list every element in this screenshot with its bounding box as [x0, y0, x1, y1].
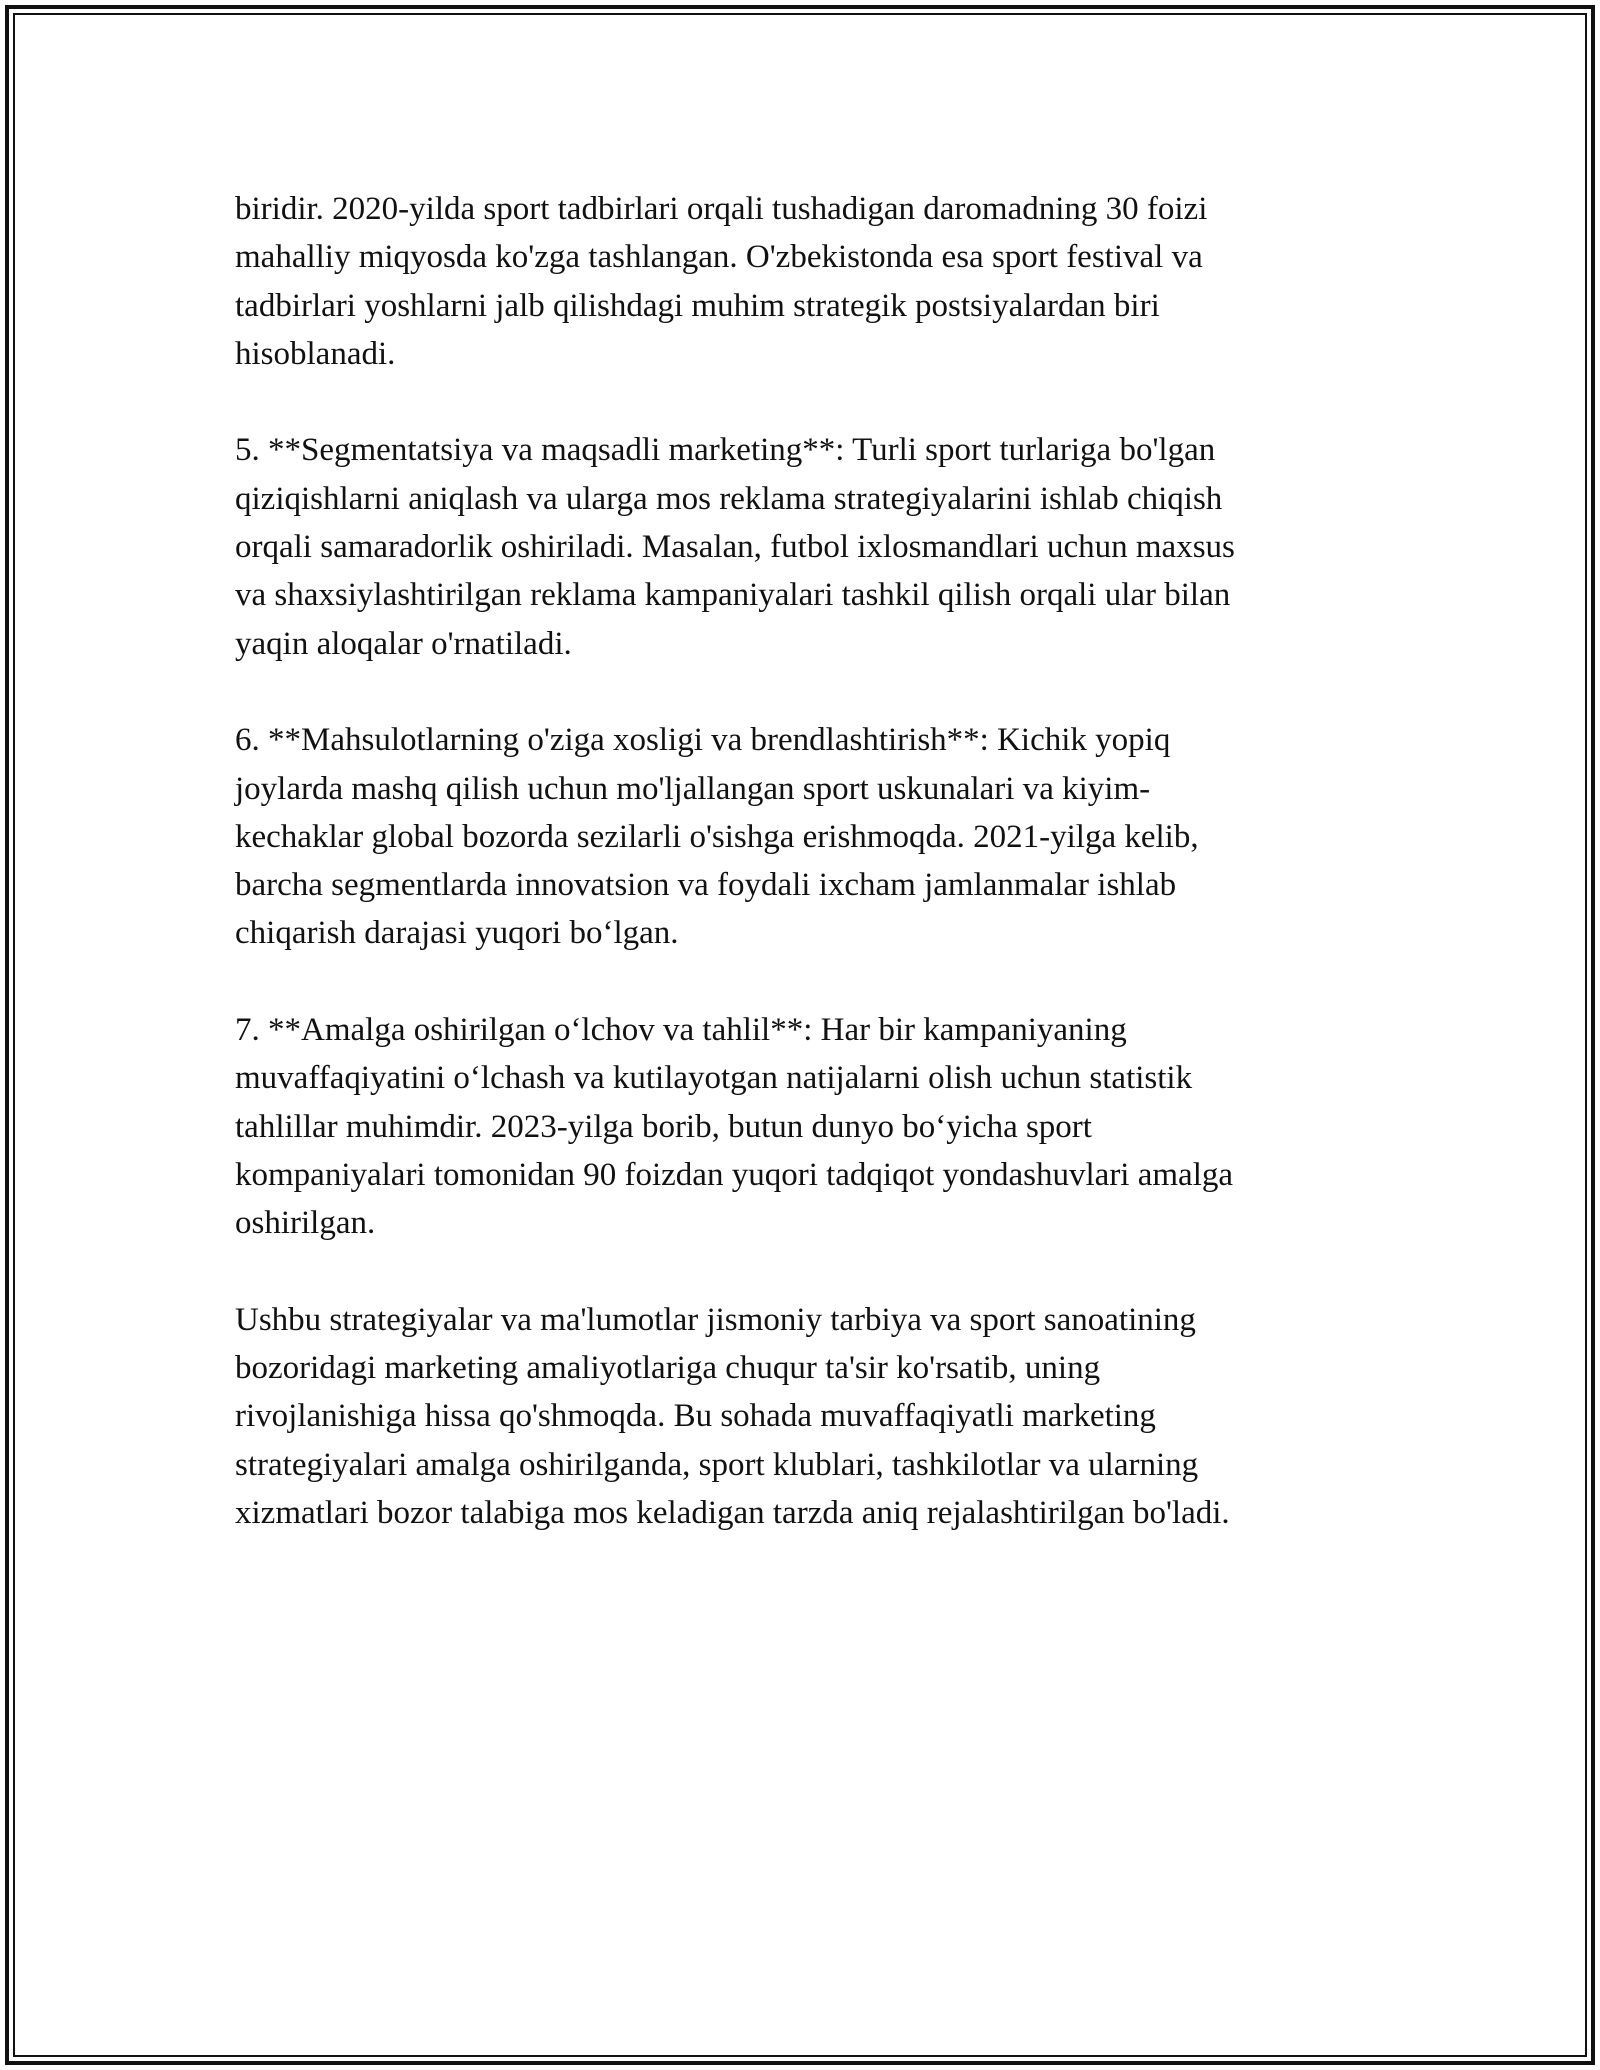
text-line: xizmatlari bozor talabiga mos keladigan tarzda aniq rejalashtirilgan bo'ladi. [235, 1495, 1230, 1532]
text-line: 5. **Segmentatsiya va maqsadli marketing**: Turli sport turlariga bo'lgan [235, 432, 1216, 469]
text-line: strategiyalari amalga oshirilganda, sport klublari, tashkilotlar va ularning [235, 1446, 1199, 1483]
paragraph-intro [235, 185, 1365, 378]
text-line: joylarda mashq qilish uchun mo'ljallangan sport uskunalari va kiyim- [235, 770, 1151, 807]
text-line: 6. **Mahsulotlarning o'ziga xosligi va brendlashtirish**: Kichik yopiq [235, 722, 1171, 759]
text-line: bozoridagi marketing amaliyotlariga chuqur ta'sir ko'rsatib, uning [235, 1350, 1101, 1387]
text-line: muvaffaqiyatini o‘lchash va kutilayotgan natijalarni olish uchun statistik [235, 1060, 1193, 1097]
text-line: barcha segmentlarda innovatsion va foydali ixcham jamlanmalar ishlab [235, 867, 1177, 904]
text-line: kompaniyalari tomonidan 90 foizdan yuqori tadqiqot yondashuvlari amalga [235, 1156, 1234, 1193]
text-line: kechaklar global bozorda sezilarli o'sishga erishmoqda. 2021-yilga kelib, [235, 818, 1199, 855]
paragraph-item-6 [235, 716, 1365, 957]
text-line: mahalliy miqyosda ko'zga tashlangan. O'zbekistonda esa sport festival va [235, 239, 1203, 276]
text-line: yaqin aloqalar o'rnatiladi. [235, 625, 572, 662]
text-line: hisoblanadi. [235, 335, 396, 372]
document-body [235, 185, 1365, 1586]
paragraph-item-7 [235, 1006, 1365, 1247]
text-line: Ushbu strategiyalar va ma'lumotlar jismoniy tarbiya va sport sanoatining [235, 1301, 1196, 1338]
text-line: qiziqishlarni aniqlash va ularga mos reklama strategiyalarini ishlab chiqish [235, 480, 1223, 517]
text-line: tahlillar muhimdir. 2023-yilga borib, butun dunyo bo‘yicha sport [235, 1108, 1092, 1145]
text-line: biridir. 2020-yilda sport tadbirlari orqali tushadigan daromadning 30 foizi [235, 191, 1208, 227]
text-line: 7. **Amalga oshirilgan o‘lchov va tahlil**: Har bir kampaniyaning [235, 1012, 1127, 1049]
text-line: orqali samaradorlik oshiriladi. Masalan, futbol ixlosmandlari uchun maxsus [235, 529, 1235, 566]
paragraph-item-5 [235, 426, 1365, 667]
paragraph-conclusion [235, 1296, 1365, 1537]
text-line: va shaxsiylashtirilgan reklama kampaniyalari tashkil qilish orqali ular bilan [235, 577, 1231, 614]
text-line: rivojlanishiga hissa qo'shmoqda. Bu sohada muvaffaqiyatli marketing [235, 1398, 1156, 1435]
text-line: tadbirlari yoshlarni jalb qilishdagi muhim strategik postsiyalardan biri [235, 287, 1160, 324]
text-line: oshirilgan. [235, 1205, 376, 1242]
text-line: chiqarish darajasi yuqori bo‘lgan. [235, 915, 679, 952]
